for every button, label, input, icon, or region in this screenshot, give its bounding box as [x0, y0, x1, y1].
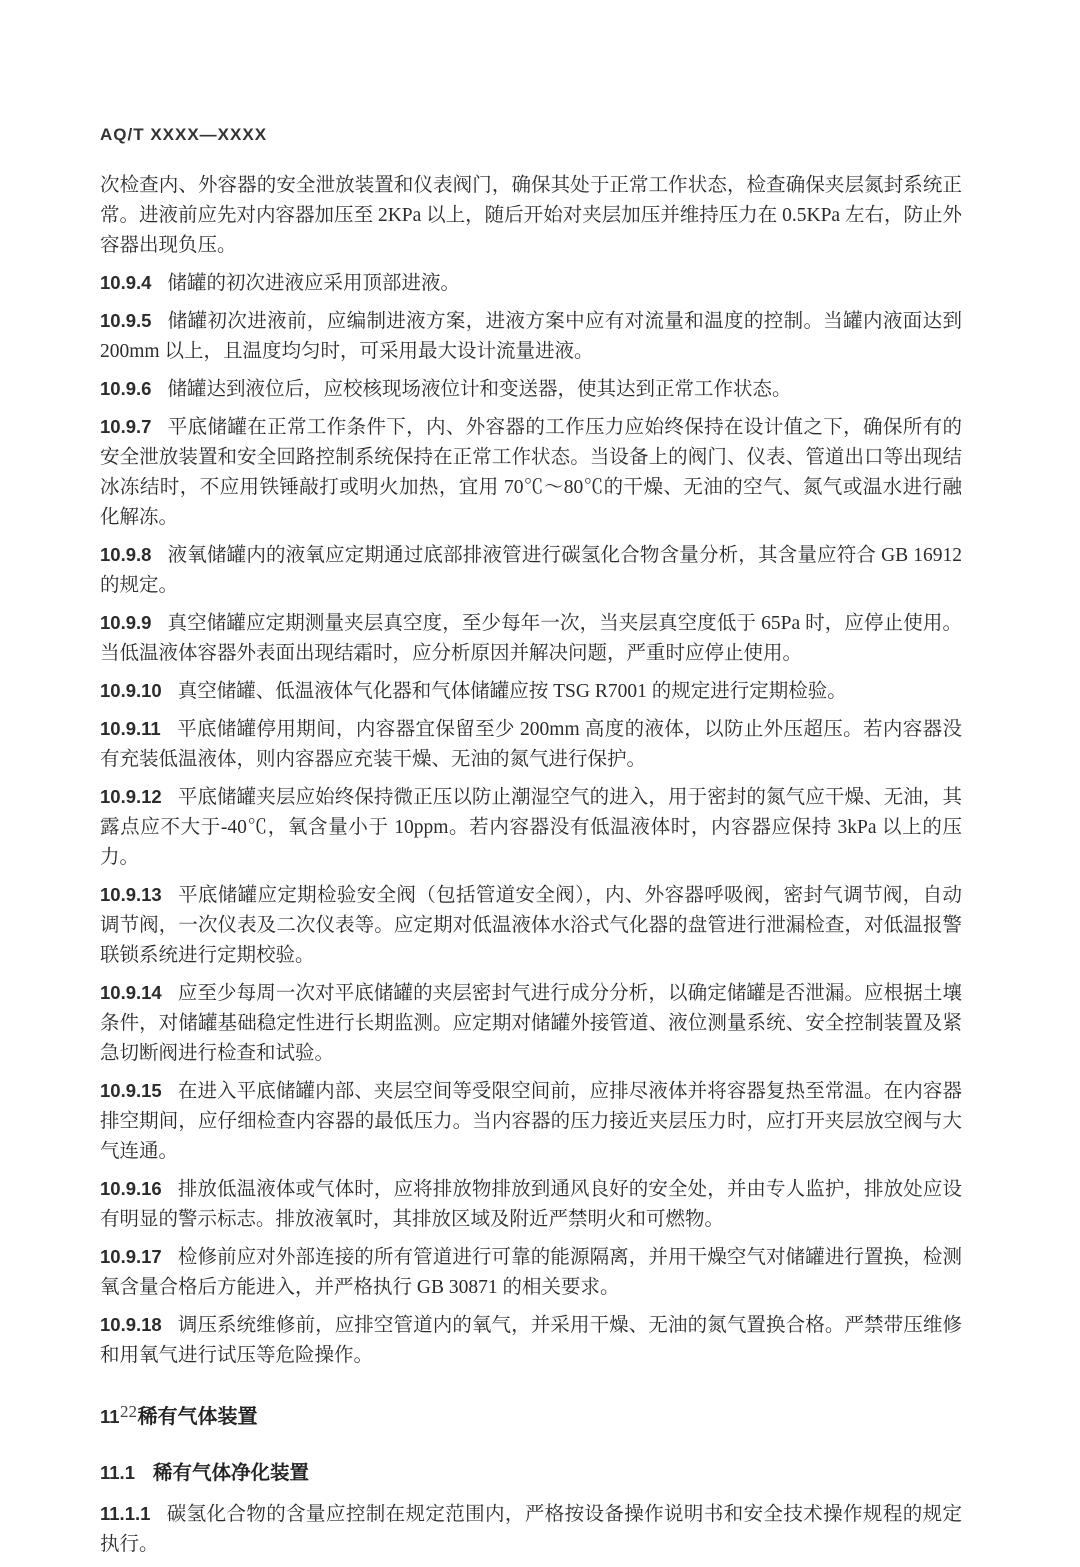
- clause-number: 11: [100, 1406, 120, 1427]
- paragraph-text: 液氧储罐内的液氧应定期通过底部排液管进行碳氢化合物含量分析，其含量应符合 GB 16912 的规定。: [100, 545, 962, 596]
- clause-number: 10.9.4: [100, 272, 152, 293]
- clause-number: 10.9.17: [100, 1246, 162, 1267]
- section-heading: [100, 1459, 962, 1487]
- clause-number: 10.9.14: [100, 982, 162, 1003]
- clause-paragraph: [100, 1174, 962, 1235]
- clause-paragraph: [100, 540, 962, 601]
- section-heading: [100, 1403, 962, 1431]
- paragraph-text: 平底储罐停用期间，内容器宜保留至少 200mm 高度的液体，以防止外压超压。若内容器没有充装低温液体，则内容器应充装干燥、无油的氮气进行保护。: [100, 719, 962, 770]
- paragraph-text: 次检查内、外容器的安全泄放装置和仪表阀门，确保其处于正常工作状态，检查确保夹层氮封系统正常。进液前应先对内容器加压至 2KPa 以上，随后开始对夹层加压并维持压力在 0.5KPa 左右，防止外容器出现负压。: [100, 175, 962, 256]
- heading-text: 稀有气体净化装置: [153, 1462, 310, 1484]
- clause-paragraph: [100, 1242, 962, 1303]
- paragraph-text: 储罐初次进液前，应编制进液方案，进液方案中应有对流量和温度的控制。当罐内液面达到 200mm 以上，且温度均匀时，可采用最大设计流量进液。: [100, 311, 962, 362]
- clause-number: 10.9.8: [100, 544, 152, 565]
- clause-number: 10.9.7: [100, 416, 152, 437]
- paragraph-text: 在进入平底储罐内部、夹层空间等受限空间前，应排尽液体并将容器复热至常温。在内容器排空期间，应仔细检查内容器的最低压力。当内容器的压力接近夹层压力时，应打开夹层放空阀与大气连通。: [100, 1081, 962, 1162]
- body-paragraph: [100, 171, 962, 261]
- page-number: 22: [120, 1402, 137, 1421]
- heading-text: 稀有气体装置: [137, 1406, 258, 1428]
- clause-number: 10.9.10: [100, 680, 162, 701]
- clause-paragraph: [100, 1076, 962, 1167]
- paragraph-text: 碳氢化合物的含量应控制在规定范围内，严格按设备操作说明书和安全技术操作规程的规定执行。: [100, 1504, 962, 1555]
- paragraph-text: 应至少每周一次对平底储罐的夹层密封气进行成分分析，以确定储罐是否泄漏。应根据土壤条件，对储罐基础稳定性进行长期监测。应定期对储罐外接管道、液位测量系统、安全控制装置及紧急切断阀进行检查和试验。: [100, 983, 962, 1064]
- paragraph-text: 检修前应对外部连接的所有管道进行可靠的能源隔离，并用干燥空气对储罐进行置换，检测氧含量合格后方能进入，并严格执行 GB 30871 的相关要求。: [100, 1247, 962, 1298]
- clause-number: 10.9.11: [100, 718, 161, 739]
- paragraph-text: 真空储罐应定期测量夹层真空度，至少每年一次，当夹层真空度低于 65Pa 时，应停止使用。当低温液体容器外表面出现结霜时，应分析原因并解决问题，严重时应停止使用。: [100, 613, 962, 664]
- clause-paragraph: [100, 268, 962, 299]
- paragraph-text: 储罐的初次进液应采用顶部进液。: [167, 273, 460, 294]
- clause-number: 10.9.18: [100, 1314, 162, 1335]
- clause-number: 10.9.5: [100, 310, 152, 331]
- paragraph-text: 平底储罐在正常工作条件下，内、外容器的工作压力应始终保持在设计值之下，确保所有的安全泄放装置和安全回路控制系统保持在正常工作状态。当设备上的阀门、仪表、管道出口等出现结冰冻结时，不应用铁锤敲打或明火加热，宜用 70℃～80℃的干燥、无油的空气、氮气或温水进行融化解冻。: [100, 417, 962, 528]
- clause-number: 10.9.15: [100, 1080, 162, 1101]
- clause-paragraph: [100, 306, 962, 367]
- paragraph-text: 储罐达到液位后，应校核现场液位计和变送器，使其达到正常工作状态。: [167, 379, 792, 400]
- clause-paragraph: [100, 978, 962, 1069]
- clause-paragraph: [100, 1499, 962, 1560]
- clause-paragraph: [100, 412, 962, 533]
- paragraph-text: 平底储罐应定期检验安全阀（包括管道安全阀），内、外容器呼吸阀，密封气调节阀，自动调节阀，一次仪表及二次仪表等。应定期对低温液体水浴式气化器的盘管进行泄漏检查，对低温报警联锁系统进行定期校验。: [100, 885, 962, 966]
- clause-paragraph: [100, 676, 962, 707]
- paragraph-text: 真空储罐、低温液体气化器和气体储罐应按 TSG R7001 的规定进行定期检验。: [177, 681, 847, 702]
- clause-number: 11.1: [100, 1462, 135, 1483]
- clause-paragraph: [100, 1310, 962, 1371]
- clause-number: 10.9.16: [100, 1178, 162, 1199]
- clause-paragraph: [100, 782, 962, 873]
- clause-paragraph: [100, 608, 962, 669]
- paragraph-text: 排放低温液体或气体时，应将排放物排放到通风良好的安全处，并由专人监护，排放处应设有明显的警示标志。排放液氧时，其排放区域及附近严禁明火和可燃物。: [100, 1179, 962, 1230]
- document-body: [100, 171, 962, 1567]
- clause-paragraph: [100, 714, 962, 775]
- paragraph-text: 平底储罐夹层应始终保持微正压以防止潮湿空气的进入，用于密封的氮气应干燥、无油，其露点应不大于-40℃，氧含量小于 10ppm。若内容器没有低温液体时，内容器应保持 3kPa 以上的压力。: [100, 787, 962, 868]
- clause-number: 10.9.9: [100, 612, 152, 633]
- clause-number: 10.9.13: [100, 884, 162, 905]
- clause-number: 10.9.6: [100, 378, 152, 399]
- clause-number: 11.1.1: [100, 1503, 151, 1524]
- clause-paragraph: [100, 880, 962, 971]
- clause-number: 10.9.12: [100, 786, 162, 807]
- paragraph-text: 调压系统维修前，应排空管道内的氧气，并采用干燥、无油的氮气置换合格。严禁带压维修和用氧气进行试压等危险操作。: [100, 1315, 962, 1366]
- running-header: AQ/T XXXX—XXXX: [100, 125, 268, 144]
- clause-paragraph: [100, 374, 962, 405]
